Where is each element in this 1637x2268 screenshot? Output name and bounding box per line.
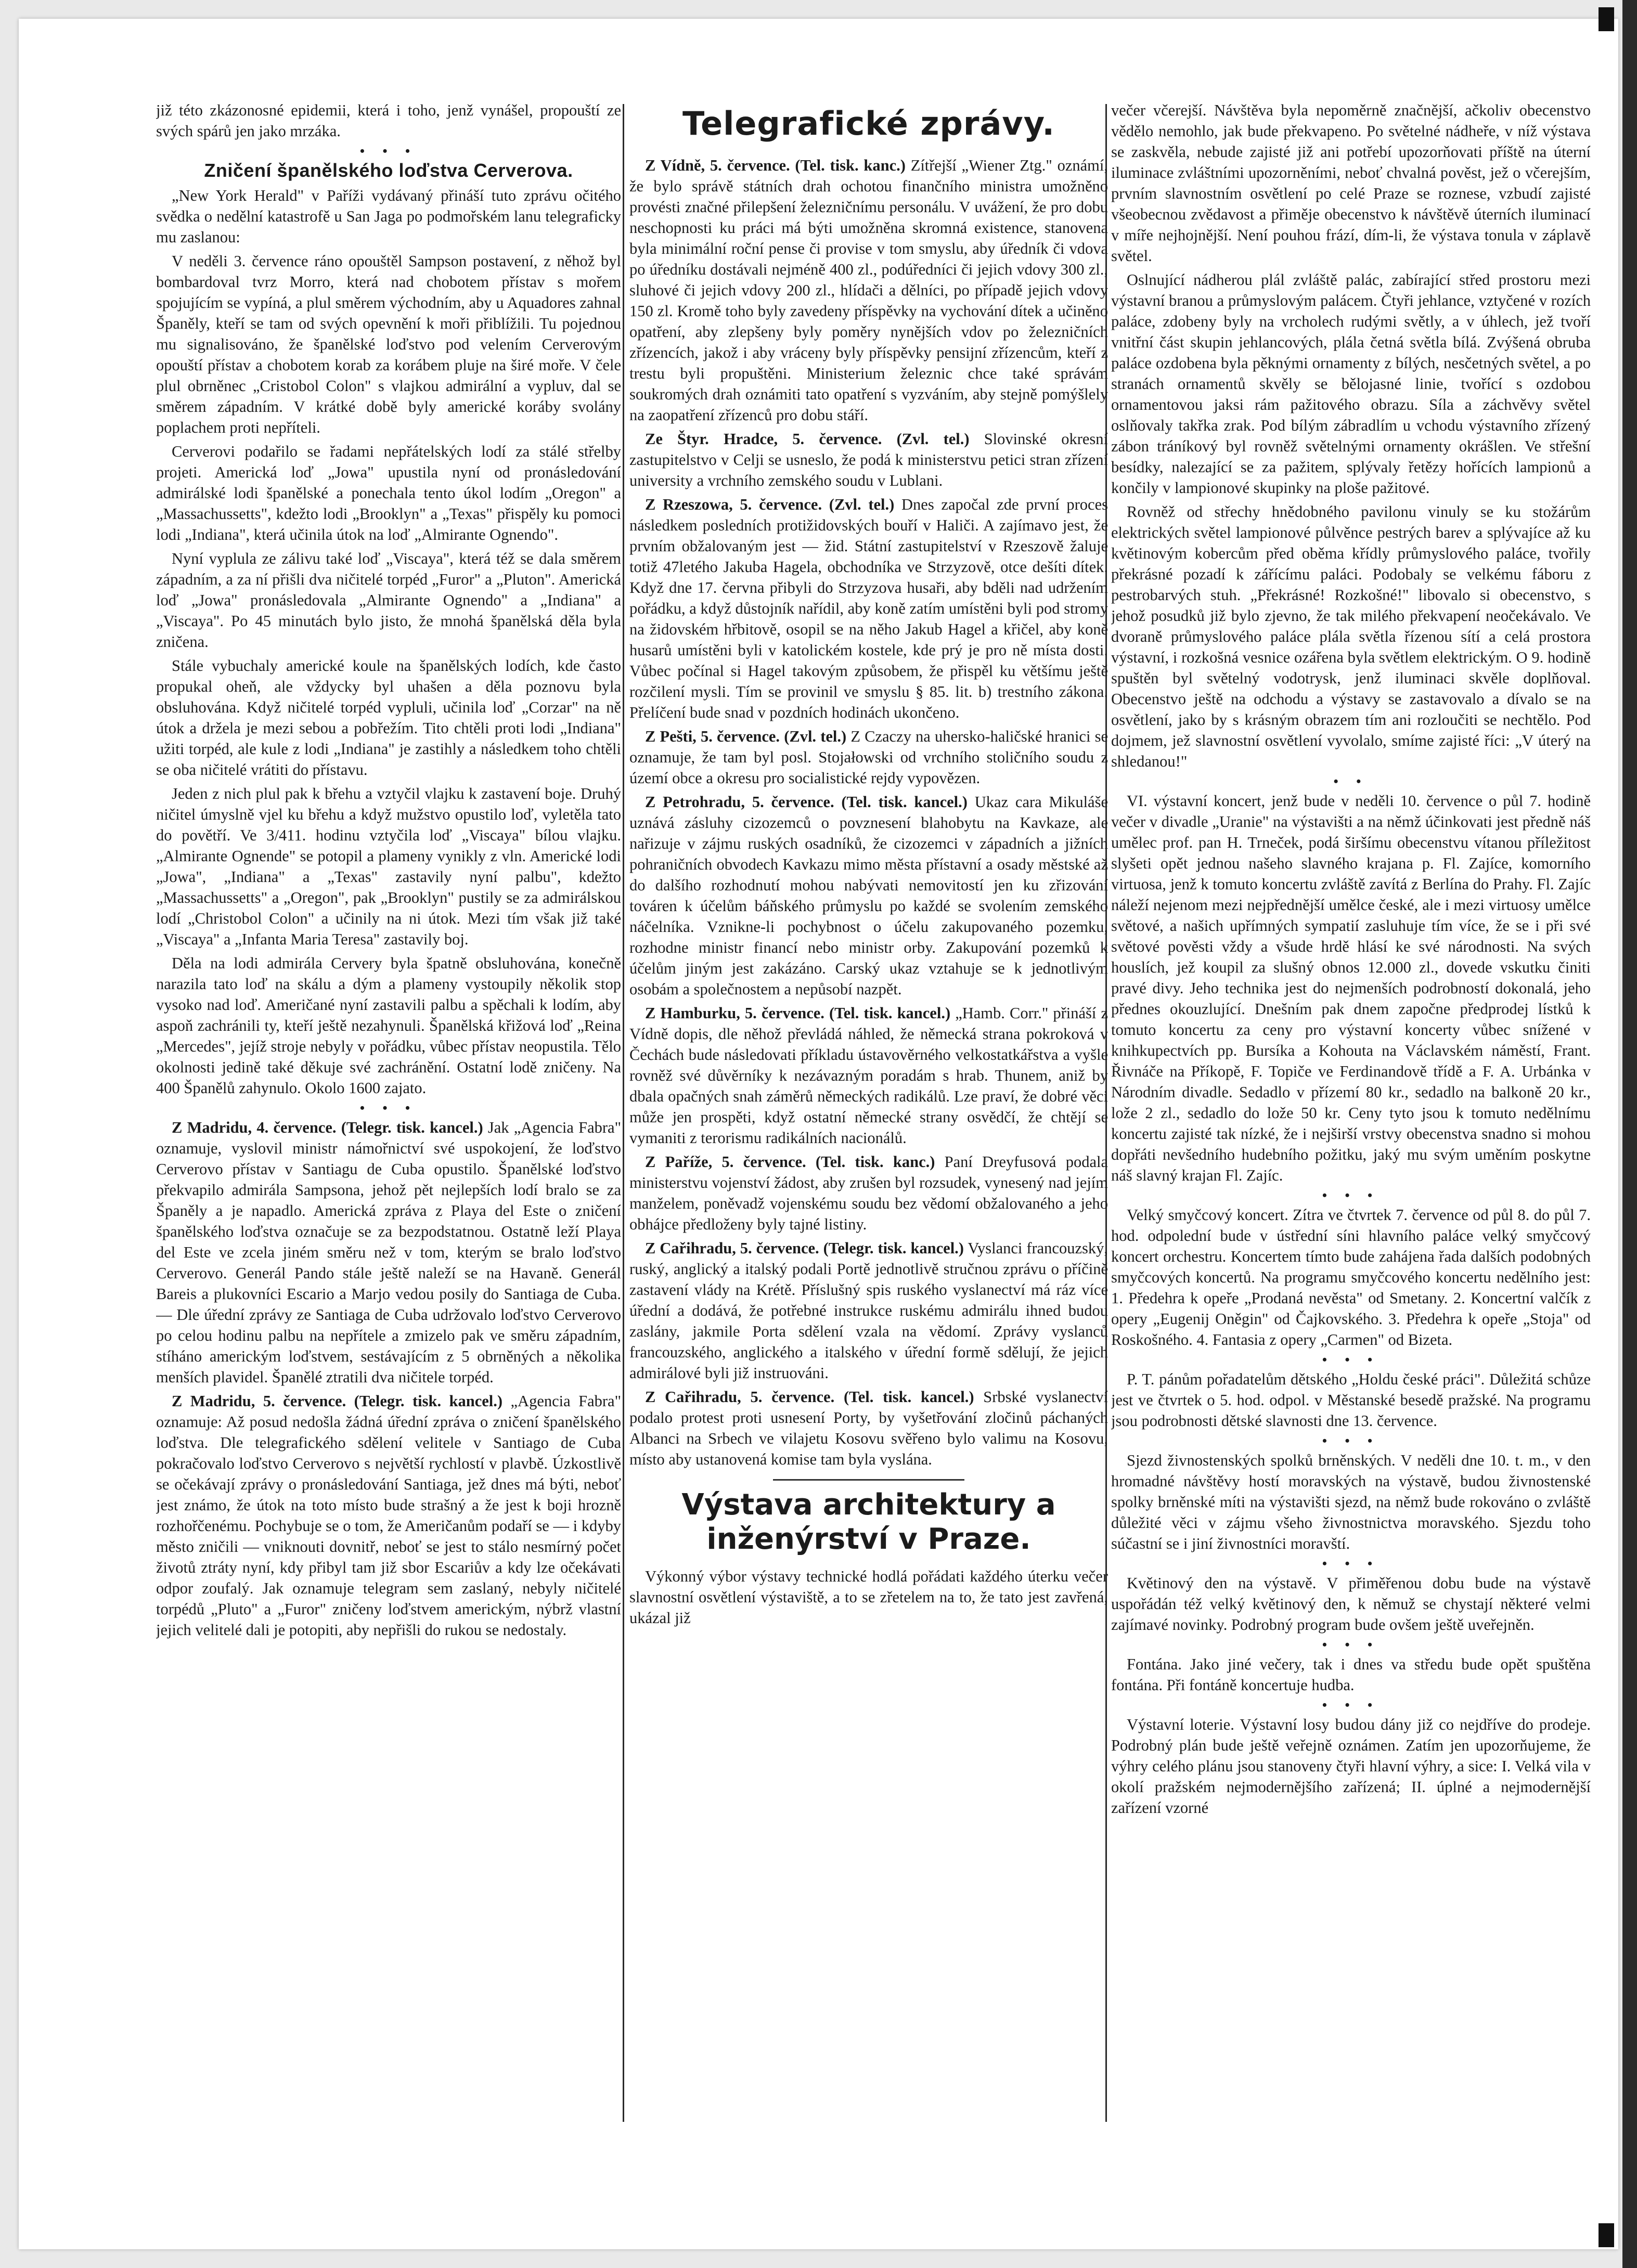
dispatch-dateline: Z Hamburku, 5. července. (Tel. tisk. kancel.)	[645, 1004, 951, 1022]
article-paragraph: Rovněž od střechy hnědobného pavilonu vinuly se ku stožárům elektrických světel lampionové půlvěnce pestrých barev a splývajíce až ku květinovým kobercům před oběma křídly průmyslového paláce, tvořily překrásné pozadí k zářícímu paláci. Podobaly se velkému fáboru z pestrobarvých stuh. „Překrásné! Rozkošné!" libovalo si obecenstvo, s jehož posudků již bylo zjevno, že tak milého překvapení neočekávalo. Ve dvoraně průmyslového paláce plála světla řízenou sítí a celá prostora výstavní, i rozkošná vesnice ozářena byla světlem elektrickým. O 9. hodině spuštěn byl světelný vodotrysk, jenž iluminaci skvěle doplňoval. Obecenstvo ještě na odchodu a výstavy se zastavovalo a dívalo se na osvětlení, jako by s krásným obrazem tím ani rozloučiti se nechtělo. Pod dojmem, jež slavnostní osvětlení vyvolalo, smíme zajisté říci: „V úterý na shledanou!"	[1111, 503, 1591, 770]
dispatch-dateline: Z Madridu, 5. července. (Telegr. tisk. kancel.)	[172, 1392, 503, 1410]
dispatch-dateline: Ze Štyr. Hradce, 5. července. (Zvl. tel.)	[645, 430, 970, 448]
dispatch-paragraph	[629, 1151, 1108, 1235]
news-item: Fontána. Jako jiné večery, tak i dnes va středu bude opět spuštěna fontána. Při fontáně koncertuje hudba.	[1111, 1655, 1591, 1694]
section-divider	[773, 1479, 964, 1481]
dispatch-text: Vyslanci francouzský, ruský, anglický a italský podali Portě jednotlivě stručnou zprávu o příčině zastavení vlády na Krétě. Příslušný spis ruského vyslanectví má ráz více úřední a dodává, že potřebné instrukce ruskému admirálu ihned budou zaslány, jakmile Porta sdělení vzala na vědomí. Zprávy vyslanců francouzského, anglického a italského v úřední formě sdělují, že jejich admirálové byli již instruováni.	[629, 1239, 1108, 1382]
scan-marker	[1599, 2223, 1614, 2247]
dispatch-paragraph	[156, 1391, 621, 1640]
dispatch-text: „Hamb. Corr." přináší z Vídně dopis, dle něhož převládá náhled, že německá strana pokroková v Čechách bude následovati příkladu ústavověrného velkostatkářstva a vyšle rovněž své důvěrníky k nezávazným poradám s hrab. Thunem, aniž by dbala opačných snah záměrů německých radikálů. Lze praví, že dobré věci může jen prospěti, když ostatní německé strany osvědčí, že chtějí se vymaniti z terorismu radikálních nacionálů.	[629, 1004, 1108, 1147]
dispatch-dateline: Z Rzeszowa, 5. července. (Zvl. tel.)	[645, 496, 895, 513]
dispatch-paragraph	[156, 1117, 621, 1388]
article-paragraph: Děla na lodi admirála Cervery byla špatně obsluhována, konečně narazila tato loď na skálu a dým a plameny vystoupily několik stop vysoko nad loď. Američané nyní zastavili palbu a spěchali k lodím, aby aspoň zachránili ty, kteří ještě nezahynuli. Španělská křižová loď „Reina „Mercedes", jejíž stroje nebyly v pořádku, vůbec přístav neopustila. Tělo okolnosti jedině také děkuje své zachránění. Ostatní lodě zničeny. Na 400 Španělů zahynulo. Okolo 1600 zajato.	[156, 954, 621, 1097]
exhibition-heading: Výstava architektury a inženýrství v Praze.	[681, 1488, 1056, 1556]
dispatch-dateline: Z Paříže, 5. července. (Tel. tisk. kanc.)	[645, 1153, 935, 1171]
column-rule	[623, 104, 624, 2122]
separator-dots: • • •	[359, 144, 418, 159]
dispatch-text: Zítřejší „Wiener Ztg." oznámí, že bylo správě státních drah ochotou finančního ministra umožněno provésti značné přilepšení železničnímu personálu. V uvážení, že pro dobu neschopnosti ku práci má býti umožněna skromná existence, stanovena byla minimální roční pense či provise v tom smyslu, aby úředník či vdova po úředníku dostávali nejméně 400 zl., podúředníci či jejich vdovy 300 zl., sluhové či jejich vdovy 200 zl., hlídači a dělníci, po případě jejich vdovy 150 zl. Kromě toho byly zavedeny příspěvky na vychování dítek a učiněno opatření, aby zlepšeny byly poměry nynějších vdov po železničních zřízencích, jakož i aby vráceny byly příspěvky pensijní zřízencům, kteří z trestu byli propuštěni. Ministerium železnic chce také správám soukromých drah oznámiti tato opatření s vyzváním, aby stejně pomýšlely na zaopatření zřízenců pro dobu stáří.	[629, 157, 1108, 424]
separator-dots: • • •	[1322, 1556, 1380, 1571]
news-item: Sjezd živnostenských spolků brněnských. V neděli dne 10. t. m., v den hromadné návštěvy hostí moravských na výstavě, budou živnostenské spolky brněnské míti na výstavišti sjezd, na němž bude rokováno o zvláště důležité věci v zájmu všeho živnostnictva moravského. Sjezdu toho súčastní se i jiní živnostníci moravští.	[1111, 1451, 1591, 1552]
separator-dots: • • •	[1322, 1352, 1380, 1367]
column-left	[156, 100, 621, 2108]
scan-marker	[1599, 7, 1614, 31]
news-item: VI. výstavní koncert, jenž bude v neděli 10. července o půl 7. hodině večer v divadle „Uranie" na výstavišti a na němž účinkovati jest předně náš umělec prof. pan H. Trneček, podá širšímu obecenstvu vítanou příležitost slyšeti opět jednou našeho slavného krajana p. Fl. Zajíce, komorního virtuosa, jenž k tomuto koncertu zvláště zavítá z Berlína do Prahy. Fl. Zajíc náleží nejenom mezi nejpřednější umělce české, ale i mezi virtuosy umělce světové, a našich upřímných sympatií zasluhuje tím více, že se i při své světové pověsti vždy a všude hrdě hlásí ke své národnosti. Na svých houslích, jež koupil za slušný obnos 12.000 zl., dovede vskutku činiti pravé divy. Jeho technika jest do nejmenších podrobností dokonalá, jeho přednes okouzlující. Dnešním pak dnem započne předprodej lístků k tomuto koncertu za ceny pro výstavní koncerty vůbec snížené v knihkupectvích pp. Bursíka a Kohouta na Václavském náměstí, Frant. Řivnáče na Příkopě, F. Topiče ve Ferdinandově třídě a F. A. Urbánka v Národním divadle. Sedadlo v přízemí 80 kr., sedadlo na balkoně 20 kr., lože 2 zl., sedadlo do lože 50 kr. Ceny tyto jsou k tomuto nedělnímu koncertu zajisté tak nízké, že i nejširší vrstvy obecenstva snadno si mohou dopřáti nevšedního hudebního požitku, jaký mu svým uměním poskytne náš slavný krajan Fl. Zajíc.	[1111, 792, 1591, 1184]
dispatch-dateline: Z Cařihradu, 5. července. (Tel. tisk. kancel.)	[645, 1388, 974, 1406]
dispatch-dateline: Z Madridu, 4. července. (Telegr. tisk. kancel.)	[172, 1119, 483, 1136]
dispatch-text: Ukaz cara Mikuláše uznává zásluhy cizozemců o povznesení blahobytu na Kavkaze, ale nařizuje v zájmu ruských osadníků, že cizozemci v západních a jižních pohraničních obvodech Kavkazu mimo města přístavní a osady městské až do dalšího rozhodnutí mohou nabývati nemovitostí jen ku zřizování továren k účelům báňského průmyslu po každé se svolením zemského náčelníka. Vznikne-li pochybnost o účelu zakupovaného pozemku, rozhodne ministr financí nebo ministr orby. Zakupování pozemků k účelům jiným jest zakázáno. Carský ukaz vztahuje se k jednotlivým osobám a společnostem a nepůsobí nazpět.	[629, 793, 1108, 998]
dispatch-text: „Agencia Fabra" oznamuje: Až posud nedošla žádná úřední zpráva o zničení španělského loďstva. Dle telegrafického sdělení velitele v Santiago de Cuba pokračovalo loďstvo Cerverovo s největší rychlostí v plavbě. Úzkostlivě se očekávají zprávy o pronásledování Santiaga, jež dnes má býti, neboť jest známo, že útok na toto místo bude strašný a že jest k boji hrozně rozhořčenému. Pochybuje se o tom, že Američanům podaří se — i kdyby město zničili — vniknouti dovnitř, neboť se jest to stálo nesmírný počet životů ztráty nyní, kdy přibyl tam již sbor Escariův a kdy lze očekávati odpor zoufalý. Jak oznamuje telegram sem zaslaný, nebyly ničitelé torpédů „Pluto" a „Furor" zničeny loďstvem americkým, nýbrž vlastní jejich velitelé dali je potopiti, aby nepřišli do rukou se nedostaly.	[156, 1392, 621, 1639]
article-paragraph: Stále vybuchaly americké koule na španělských lodích, kde často propukal oheň, ale vždycky byl uhašen a děla poznovu byla obsluhována. Když ničitelé torpéd vypluli, učinila loď „Corzar" na ně útok a držela je mezi sebou a pobřežím. Tito chtěli proti lodi „Indiana" užiti torpéd, ale kule z lodi „Indiana" je zastihly a následkem toho chtěli se oba ničitelé vrátiti do přístavu.	[156, 657, 621, 779]
dispatch-text: Z Czaczy na uhersko-haličské hranici se oznamuje, že tam byl posl. Stojałowski od vrchního stoličního soudu z území obce a okresu pro socialistické rejdy vypovězen.	[629, 728, 1108, 787]
news-item: Velký smyčcový koncert. Zítra ve čtvrtek 7. července od půl 8. do půl 7. hod. odpolední bude v ústřední síni hlavního paláce velký smyčcový koncert orchestru. Koncertem tímto bude zahájena řada dalších podobných smyčcových koncertů. Na programu smyčcového koncertu nedělního jest: 1. Předehra k opeře „Prodaná nevěsta" od Smetany. 2. Koncertní valčík z opery „Eugenij Oněgin" od Čajkovského. 3. Předehra k opeře „Stoja" od Roskošného. 4. Fantasia z opery „Carmen" od Bizeta.	[1111, 1206, 1591, 1349]
dispatch-paragraph	[629, 1003, 1108, 1148]
dispatch-paragraph	[629, 792, 1108, 1000]
news-item: Výstavní loterie. Výstavní losy budou dány již co nejdříve do prodeje. Podrobný plán bude ještě veřejně oznámen. Zatím jen upozorňujeme, že výhry celého plánu jsou stanoveny čtyři hlavní výhry, a sice: I. Velká vila v okolí pražském nejmodernějšího zařízená; II. úplné a nejmodernější zařízení vzorné	[1111, 1716, 1591, 1817]
article-paragraph: Oslnující nádherou plál zvláště palác, zabírající střed prostoru mezi výstavní branou a průmyslovým palácem. Čtyři jehlance, vztyčené v rozích paláce, zdobeny byly na vrcholech rudými světly, a v úhlech, jež tvoří vnitřní část skupin jehlancových, plála četná světla bílá. Zvýšená obruba paláce ozdobena byla pěknými ornamenty z bílých, nesčetných světel, a po stranách ornamentů skvěly se bělojasné linie, tvořící s ozdobou ornamentovou jaksi rám pažitového obrazu. Síla a záchvěvy světel oslňovaly takřka zrak. Pod bílým zábradlím u vchodu výstavního zřízený zábon tráníkový byl rovněž světelnými ornamenty okrášlen. Ve střešní besídky, nalezající se za pažitem, splývaly řetězy hořících lampionů a končily v lampionové skupinky na ploše pažitové.	[1111, 271, 1591, 497]
article-paragraph: Výkonný výbor výstavy technické hodlá pořádati každého úterku večer slavnostní osvětlení výstaviště, a to se zřetelem na to, že tato jest zavřená, ukázal již	[629, 1567, 1108, 1627]
dispatch-text: Jak „Agencia Fabra" oznamuje, vyslovil ministr námořnictví své uspokojení, že loďstvo Cerverovo přístav v Santiagu de Cuba opustilo. Španělské loďstvo překvapilo admirála Sampsona, jehož pět nejlepších lodí bralo se za Španěly a je napadlo. Americká zpráva z Playa del Este o zničení španělského loďstva označuje se za bezpodstatnou. Ostatně leží Playa del Este ve zcela jiném směru než v tom, kterým se bralo loďstvo Cerverovo. Generál Pando stále ještě naleží se na Havaně. Generál Bareis a plukovníci Escario a Marjo vedou posily do Santiaga de Cuba. — Dle úřední zprávy ze Santiaga de Cuba udržovalo loďstvo Cerverovo po celou hodinu palbu na nepřítele a zmizelo pak ve směru západním, stíháno americkým loďstvem, sestávajícím z 5 obrněných a několika menších plavidel. Španělé ztratili dva ničitele torpéd.	[156, 1119, 621, 1386]
dispatch-dateline: Z Petrohradu, 5. července. (Tel. tisk. kancel.)	[645, 793, 968, 811]
article-paragraph: Nyní vyplula ze zálivu také loď „Viscaya", která též se dala směrem západním, a za ní přišli dva ničitelé torpéd „Furor" a „Pluton". Americká loď „Jowa" pronásledovala „Almirante Ognendo" a „Indiana" a „Viscaya". Po 45 minutách bylo jisto, že mnohá španělská děla byla zničena.	[156, 550, 621, 651]
article-paragraph: Cerverovi podařilo se řadami nepřátelských lodí za stálé střelby projeti. Americká loď „Jowa" upustila nyní od pronásledování admirálské lodi španělské a ponechala tento úkol lodím „Oregon" a „Massachussetts", kdežto lodi „Brooklyn" a „Texas" přispěly ku pomoci lodi „Indiana", která učinila útok na loď „Almirante Ognendo".	[156, 443, 621, 543]
separator-dots: • • •	[1322, 1433, 1380, 1448]
dispatch-paragraph	[629, 726, 1108, 788]
scan-edge	[1622, 0, 1637, 2268]
article-paragraph: V neděli 3. července ráno opouštěl Sampson postavení, z něhož byl bombardoval tvrz Morro, která nad chobotem přístav s mořem spojujícím se vypíná, a plul směrem východním, aby u Aquadores zahnal Španěly, kteří se tam od svých opevnění k moři přiblížili. Tu pojednou mu signalisováno, že španělské loďstvo pod velením Cerverovým opouští přístav a chobotem korab za korábem pluje na širé moře. V čele plul obrněnec „Cristobol Colon" s vlajkou admirální a vypluv, dal se směrem západním. V krátké době byly americké koráby svolány poplachem proti nepříteli.	[156, 252, 621, 436]
section-title: Telegrafické zprávy.	[682, 105, 1055, 142]
dispatch-paragraph	[629, 429, 1108, 491]
article-paragraph: večer včerejší. Návštěva byla nepoměrně značnější, ačkoliv obecenstvo vědělo nemohlo, jak bude překvapeno. Po světelné nádheře, v níž výstava se zaskvěla, nebude zajisté již ani potřebí upozorňovati příště na úterní iluminace zvláštními upozorněními, neboť chvalná pověst, jež o včerejším, prvním slavnostním osvětlení po celé Praze se roznese, vzbudí zajisté všeobecnou zvědavost a přiměje obecenstvo k návštěvě úterních iluminací v míře nejhojnější. Není pouhou frází, dím-li, že výstava tonula v záplavě světel.	[1111, 101, 1591, 265]
news-item: Květinový den na výstavě. V přiměřenou dobu bude na výstavě uspořádán též velký květinový den, k němuž se chystají některé velmi zajímavé novinky. Podrobný program bude ovšem ještě uveřejněn.	[1111, 1574, 1591, 1634]
dispatch-text: Slovinské okresní zastupitelstvo v Celji se usneslo, že podá k ministerstvu petici stran zřízení university a vrchního zemského soudu v Lublani.	[629, 430, 1108, 489]
article-heading: Zničení španělského loďstva Cerverova.	[204, 160, 573, 181]
article-paragraph: „New York Herald" v Paříži vydávaný přináší tuto zprávu očitého svědka o nedělní katastrofě u San Jaga po podmořském lanu telegraficky mu zaslanou:	[156, 187, 621, 246]
separator-dots: • •	[1333, 774, 1369, 789]
article-continuation: již této zkázonosné epidemii, která i toho, jenž vynášel, propouští ze svých spárů jen jako mrzáka.	[156, 101, 621, 140]
dispatch-text: Paní Dreyfusová podala ministerstvu vojenství žádost, aby zrušen byl rozsudek, vynesený nad jejím manželem, poněvadž vojenskému soudu bez vědomí obžalovaného a jeho obhájce předloženy byly tajné listiny.	[629, 1153, 1108, 1233]
dispatch-dateline: Z Cařihradu, 5. července. (Telegr. tisk. kancel.)	[645, 1239, 964, 1257]
dispatch-dateline: Z Pešti, 5. července. (Zvl. tel.)	[645, 728, 847, 745]
news-item: P. T. pánům pořadatelům dětského „Holdu české práci". Důležitá schůze jest ve čtvrtek o 5. hod. odpol. v Městanské besedě pražské. Na programu jsou podrobnosti dětské slavnosti dne 13. července.	[1111, 1370, 1591, 1430]
dispatch-dateline: Z Vídně, 5. července. (Tel. tisk. kanc.)	[645, 157, 906, 174]
separator-dots: • • •	[359, 1100, 418, 1116]
article-paragraph: Jeden z nich plul pak k břehu a vztyčil vlajku k zastavení boje. Druhý ničitel úmyslně vjel ku břehu a když mužstvo opustilo loď, vyletěla tato do povětří. Ve 3/411. hodinu vztyčila loď „Viscaya" bílou vlajku. „Almirante Ognende" se potopil a plameny vynikly z vln. Americké lodi „Jowa", „Indiana" a „Texas" zastavily nyní palbu", kdežto „Massachussetts" a „Oregon", pak „Brooklyn" pustily se za admirálskou lodí „Christobol Colon" a učinily na ni útok. Mezi tím však již také „Viscaya" a „Infanta Maria Teresa" zastavily boj.	[156, 785, 621, 948]
dispatch-paragraph	[629, 494, 1108, 723]
dispatch-paragraph	[629, 1238, 1108, 1383]
dispatch-paragraph	[629, 155, 1108, 425]
separator-dots: • • •	[1322, 1697, 1380, 1713]
column-middle	[629, 100, 1108, 2118]
dispatch-text: Srbské vyslanectví podalo protest proti usnesení Porty, by vyšetřování zločinů páchaných Albanci na Srbech ve vilajetu Kosovu svěřeno bylo valimu na Kosovu, místo aby ustanovená komise tam byla vyslána.	[629, 1388, 1108, 1468]
column-right	[1111, 100, 1591, 2118]
separator-dots: • • •	[1322, 1188, 1380, 1203]
separator-dots: • • •	[1322, 1637, 1380, 1652]
dispatch-paragraph	[629, 1386, 1108, 1470]
dispatch-text: Dnes započal zde první proces následkem posledních protižidovských bouří v Haliči. A zajímavo jest, že prvním obžalovaným jest — žid. Státní zastupitelství v Rzeszově žaluje totiž 47letého Jakuba Hagela, obchodníka ve Strzyzově, otce dešíti dítek. Když dne 17. června přibyli do Strzyzova husaři, aby bděli nad udržením pořádku, a když důstojník nařídil, aby koně zatím umístěni byli pod stromy na židovském hřbitově, osopil se na něho Jakub Hagel a křičel, aby koně husarů umístěni byli v katolickém kostele, kde prý je pro ně místa dosti. Vůbec počínal si Hagel takovým způsobem, že přispěl ku většímu ještě rozčilení mysli. Tím se provinil ve smyslu § 85. lit. b) trestního zákona. Přelíčení bude snad v pozdních hodinách ukončeno.	[629, 496, 1108, 721]
